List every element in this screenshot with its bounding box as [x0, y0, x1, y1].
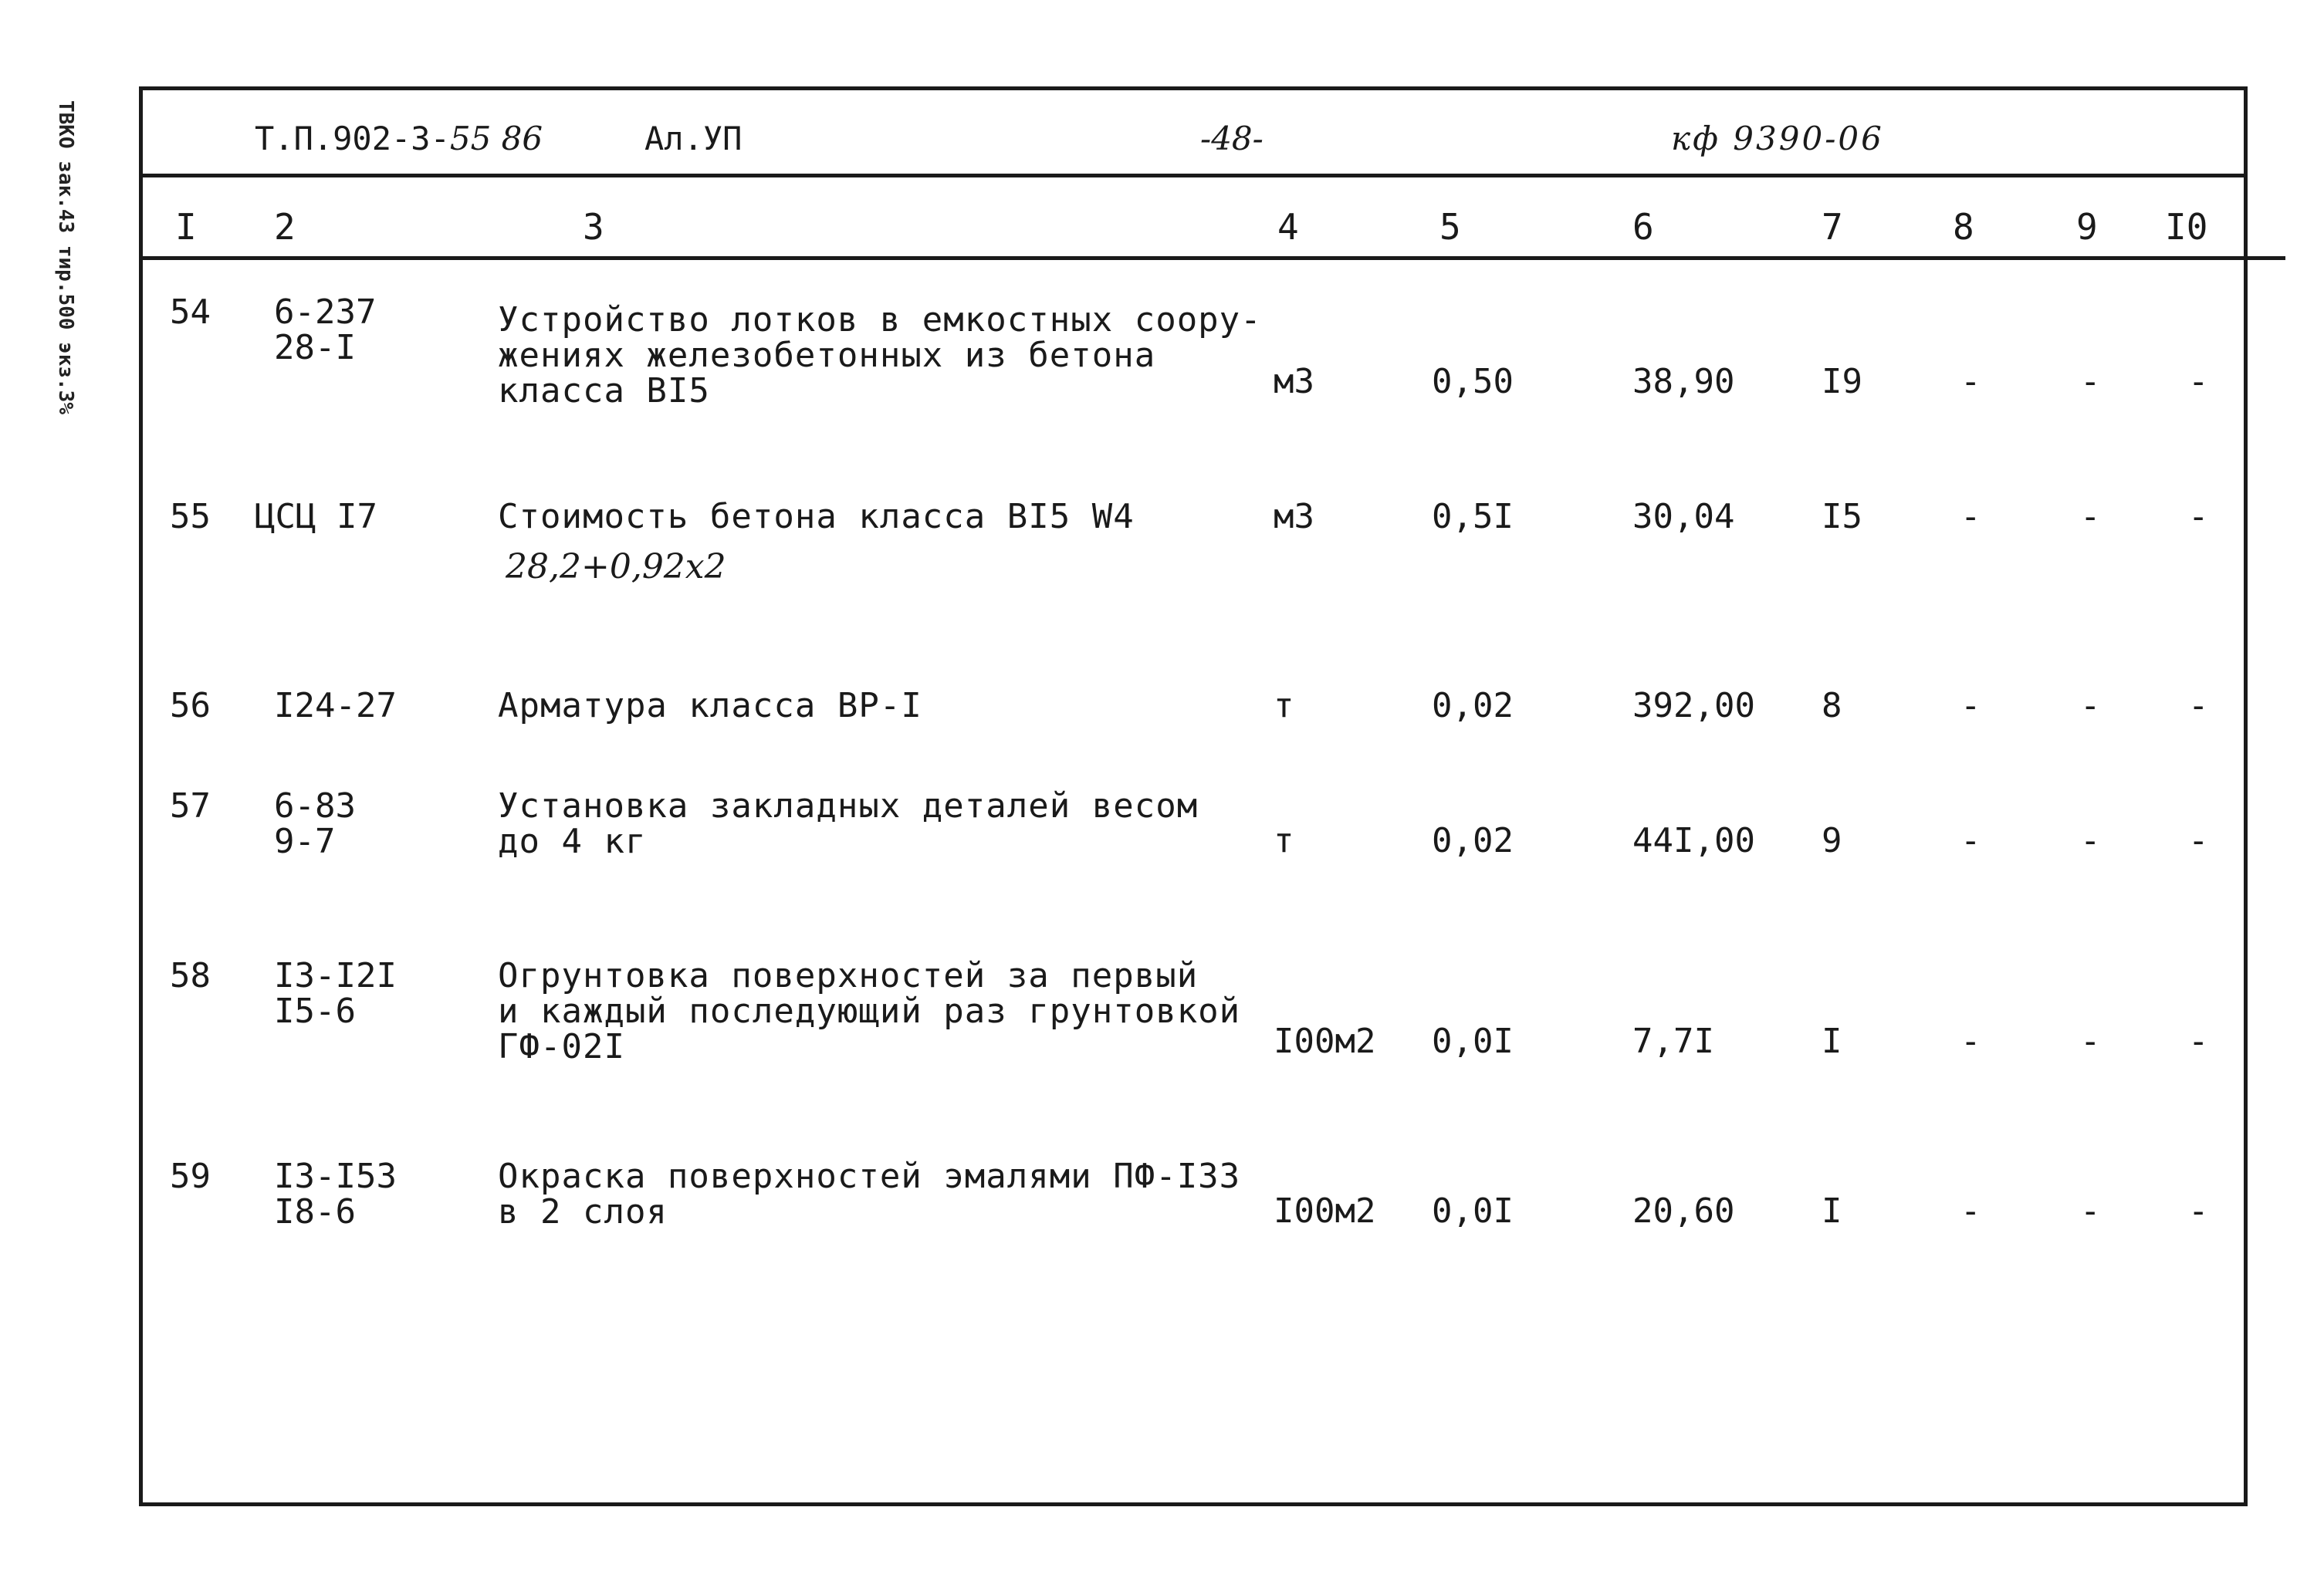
work-description: Стоимость бетона класса BI5 W4	[498, 497, 1135, 536]
row-number: 54	[170, 292, 211, 332]
column-9-value: -	[2080, 821, 2101, 860]
column-8-value: -	[1960, 821, 1981, 860]
unit-price: 20,60	[1632, 1191, 1735, 1231]
column-8-value: -	[1960, 362, 1981, 401]
work-description: Установка закладных деталей весом до 4 кг	[498, 786, 1199, 861]
unit: м3	[1274, 362, 1314, 401]
unit: I00м2	[1274, 1022, 1376, 1061]
quantity: 0,02	[1432, 686, 1514, 725]
column-number-8: 8	[1953, 206, 1974, 248]
quantity: 0,0I	[1432, 1191, 1514, 1231]
column-10-value: -	[2188, 362, 2209, 401]
work-description: Окраска поверхностей эмалями ПФ-I33 в 2 слоя	[498, 1157, 1241, 1232]
column-number-2: 2	[274, 206, 296, 248]
total-cost: I9	[1822, 362, 1862, 401]
row-number: 57	[170, 786, 211, 826]
column-9-value: -	[2080, 686, 2101, 725]
total-cost: 8	[1822, 686, 1842, 725]
unit: т	[1274, 686, 1294, 725]
column-10-value: -	[2188, 1191, 2209, 1231]
work-description: Арматура класса BP-I	[498, 686, 922, 725]
quantity: 0,5I	[1432, 497, 1514, 536]
unit: т	[1274, 821, 1294, 860]
rate-code: I3-I2I I5-6	[274, 956, 397, 1031]
column-10-value: -	[2188, 821, 2209, 860]
total-cost: I	[1822, 1191, 1842, 1231]
work-description: Устройство лотков в емкостных соору- жениях железобетонных из бетона класса BI5	[498, 300, 1262, 411]
row-number: 56	[170, 686, 211, 725]
column-number-5: 5	[1439, 206, 1461, 248]
column-8-value: -	[1960, 497, 1981, 536]
column-9-value: -	[2080, 1022, 2101, 1061]
unit-price: 38,90	[1632, 362, 1735, 401]
rate-code: ЦСЦ I7	[255, 497, 377, 536]
unit-price: 7,7I	[1632, 1022, 1714, 1061]
estimate-sheet	[139, 86, 2248, 1506]
column-9-value: -	[2080, 497, 2101, 536]
album-label: Ал.УП	[644, 120, 743, 157]
column-number-1: I	[175, 206, 197, 248]
side-print-note: ТВКО зак.43 тир.500 экз.3%	[54, 100, 77, 414]
page-number: -48-	[1200, 120, 1263, 157]
column-9-value: -	[2080, 1191, 2101, 1231]
sheet-code: кф 9390-06	[1671, 120, 1884, 157]
row-number: 59	[170, 1157, 211, 1196]
column-8-value: -	[1960, 686, 1981, 725]
rate-code: 6-237 28-I	[274, 292, 377, 367]
total-cost: I5	[1822, 497, 1862, 536]
row-number: 58	[170, 956, 211, 995]
column-number-10: I0	[2165, 206, 2208, 248]
total-cost: I	[1822, 1022, 1842, 1061]
project-code-printed: Т.П.902-3-	[255, 120, 450, 157]
quantity: 0,0I	[1432, 1022, 1514, 1061]
unit: м3	[1274, 497, 1314, 536]
project-code	[255, 120, 543, 157]
rate-code: 6-83 9-7	[274, 786, 356, 861]
unit-price: 44I,00	[1632, 821, 1755, 860]
column-header-divider	[143, 256, 2285, 260]
quantity: 0,50	[1432, 362, 1514, 401]
rate-code: I24-27	[274, 686, 397, 725]
column-10-value: -	[2188, 497, 2209, 536]
column-number-9: 9	[2076, 206, 2098, 248]
column-number-3: 3	[583, 206, 604, 248]
rate-code: I3-I53 I8-6	[274, 1157, 397, 1232]
column-10-value: -	[2188, 686, 2209, 725]
calculation-note: 28,2+0,92x2	[506, 547, 726, 586]
unit: I00м2	[1274, 1191, 1376, 1231]
column-8-value: -	[1960, 1022, 1981, 1061]
unit-price: 30,04	[1632, 497, 1735, 536]
column-number-4: 4	[1277, 206, 1299, 248]
project-code-handwritten: 55 86	[449, 120, 543, 157]
column-9-value: -	[2080, 362, 2101, 401]
column-8-value: -	[1960, 1191, 1981, 1231]
column-number-7: 7	[1822, 206, 1843, 248]
header-divider	[143, 174, 2244, 177]
work-description: Огрунтовка поверхностей за первый и каждый последующий раз грунтовкой ГФ-02I	[498, 956, 1241, 1066]
row-number: 55	[170, 497, 211, 536]
unit-price: 392,00	[1632, 686, 1755, 725]
total-cost: 9	[1822, 821, 1842, 860]
column-number-6: 6	[1632, 206, 1654, 248]
quantity: 0,02	[1432, 821, 1514, 860]
column-10-value: -	[2188, 1022, 2209, 1061]
